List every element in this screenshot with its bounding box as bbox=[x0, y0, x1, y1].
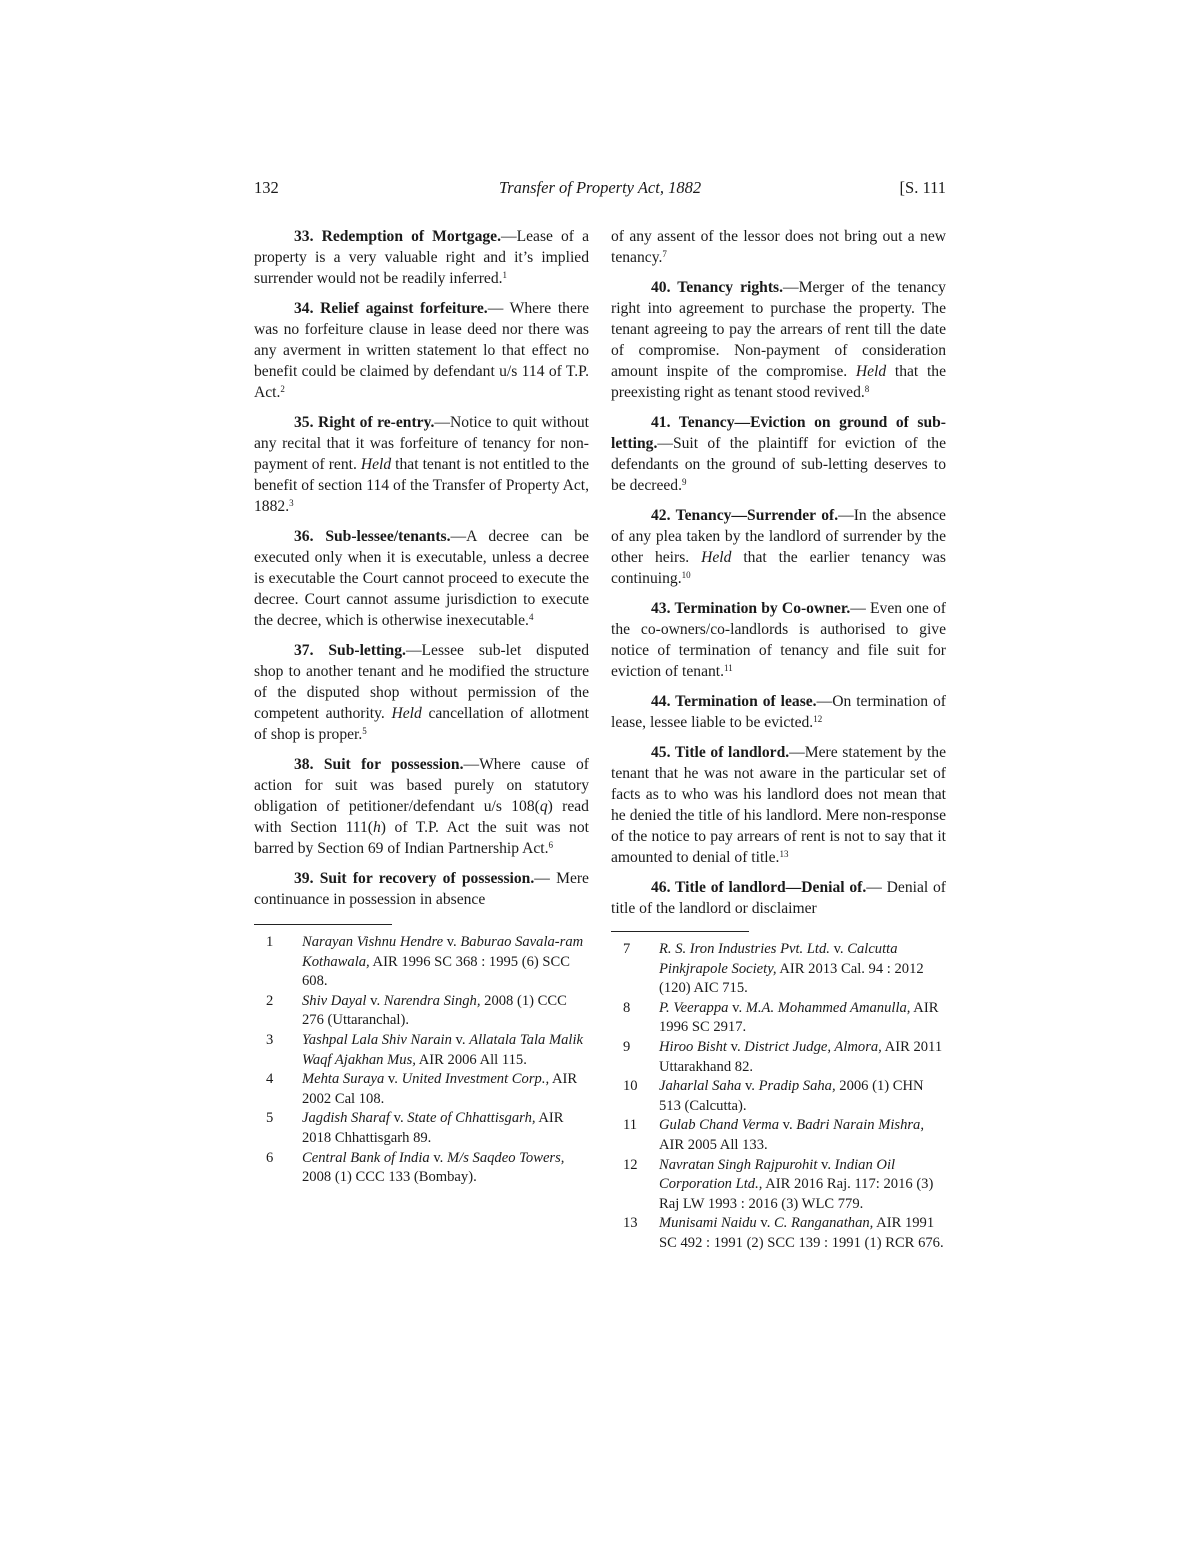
paragraph-35: 35. Right of re-entry.—Notice to quit without any recital that it was forfeiture of tenancy for non-payment of rent. Held that tenant is not entitled to the benefit of section 114 of the Transfer of Property Act, 1882.$^3$ bbox=[254, 414, 589, 515]
paragraph-37: 37. Sub-letting.—Lessee sub-let disputed shop to another tenant and he modified the structure of the disputed shop without permission of the competent authority. Held cancellation of allotment of shop is proper.$^5$ bbox=[254, 642, 589, 743]
right-column bbox=[611, 226, 946, 1254]
paragraph-46: 46. Title of landlord—Denial of.— Denial of title of the landlord or disclaimer bbox=[611, 879, 946, 917]
footnote: 5 Jagdish Sharaf v. State of Chhattisgarh, AIR 2018 Chhattisgarh 89. bbox=[266, 1110, 564, 1146]
paragraph-heading: 43. Termination by Co-owner. bbox=[651, 600, 851, 617]
footnote-ref: 12 bbox=[813, 714, 823, 724]
paragraph-36: 36. Sub-lessee/tenants.—A decree can be executed only when it is executable, unless a decree is executable the Court cannot proceed to execute the decree. Court cannot assume jurisdiction to execute the decree, which is otherwise inexecutable.$^4$ bbox=[254, 528, 589, 629]
footnote-ref: 2 bbox=[280, 384, 285, 394]
footnote-ref: 4 bbox=[528, 612, 534, 622]
footnote: 6 Central Bank of India v. M/s Saqdeo Towers, 2008 (1) CCC 133 (Bombay). bbox=[266, 1149, 565, 1186]
footnote-divider bbox=[254, 924, 392, 925]
paragraph-heading: 45. Title of landlord. bbox=[651, 744, 790, 761]
footnote: 7 R. S. Iron Industries Pvt. Ltd. v. Calcutta Pinkjrapole Society, AIR 2013 Cal. 94 : 2012 (120) AIC 715. bbox=[623, 941, 924, 997]
paragraph-heading: 42. Tenancy—Surrender of. bbox=[651, 507, 839, 524]
paragraph-40: 40. Tenancy rights.—Merger of the tenancy right into agreement to purchase the property. The tenant agreeing to pay the arrears of rent till the date of compromise. Non-payment of consideration amount inspite of the compromise. Held that the preexisting right as tenant stood revived.$^8$ bbox=[611, 279, 946, 401]
paragraph-45: 45. Title of landlord.—Mere statement by the tenant that he was not aware in the particular set of facts as to who was his landlord does not mean that he denied the title of his landlord. Mere non-response of the notice to pay arrears of rent is not to say that it amounted to denial of title.$^{13}$ bbox=[611, 744, 946, 866]
paragraph-heading: 36. Sub-lessee/tenants. bbox=[294, 528, 451, 545]
footnote: 11 Gulab Chand Verma v. Badri Narain Mishra, AIR 2005 All 133. bbox=[623, 1117, 925, 1153]
paragraph-heading: 39. Suit for recovery of possession. bbox=[294, 870, 535, 887]
footnote-ref: 6 bbox=[548, 840, 553, 850]
running-header bbox=[254, 178, 946, 202]
footnote: 10 Jaharlal Saha v. Pradip Saha, 2006 (1) CHN 513 (Calcutta). bbox=[623, 1078, 924, 1114]
footnote-ref: 7 bbox=[662, 249, 667, 259]
page-number: 132 bbox=[254, 178, 279, 197]
paragraph-43: 43. Termination by Co-owner.— Even one of the co-owners/co-landlords is authorised to give notice of termination of tenancy and file suit for eviction of tenant.$^{11}$ bbox=[611, 600, 946, 680]
paragraph-heading: 41. Tenancy—Eviction on ground of sub-letting. bbox=[611, 414, 947, 452]
paragraph-heading: 35. Right of re-entry. bbox=[294, 414, 435, 431]
footnote-divider bbox=[611, 931, 749, 932]
paragraph-heading: 37. Sub-letting. bbox=[294, 642, 406, 659]
running-title: Transfer of Property Act, 1882 bbox=[498, 178, 702, 197]
footnotes-left bbox=[254, 933, 589, 1188]
footnote-ref: 8 bbox=[864, 384, 870, 394]
footnote-ref: 1 bbox=[502, 270, 508, 280]
left-column bbox=[254, 226, 589, 1188]
footnote: 12 Navratan Singh Rajpurohit v. Indian Oil Corporation Ltd., AIR 2016 Raj. 117: 2016 (3) Raj LW 1993 : 2016 (3) WLC 779. bbox=[623, 1156, 934, 1212]
paragraph-39-continued: of any assent of the lessor does not bring out a new tenancy.$^7$ bbox=[611, 228, 946, 266]
footnote-ref: 11 bbox=[724, 663, 733, 673]
footnote-ref: 10 bbox=[681, 570, 691, 580]
footnote-ref: 13 bbox=[779, 849, 789, 859]
paragraph-38: 38. Suit for possession.—Where cause of action for suit was based purely on statutory obligation of petitioner/defendant u/s 108(q) read with Section 111(h) of T.P. Act the suit was not barred by Section 69 of Indian Partnership Act.$^6$ bbox=[254, 756, 589, 857]
paragraph-44: 44. Termination of lease.—On termination of lease, lessee liable to be evicted.$^{12}$ bbox=[611, 693, 947, 731]
paragraph-34: 34. Relief against forfeiture.— Where there was no forfeiture clause in lease deed nor there was any averment in written statement lo that effect no benefit could be claimed by defendant u/s 114 of T.P. Act.$^2$ bbox=[254, 300, 589, 401]
paragraph-heading: 44. Termination of lease. bbox=[651, 693, 817, 710]
footnote: 4 Mehta Suraya v. United Investment Corp., AIR 2002 Cal 108. bbox=[266, 1071, 578, 1107]
paragraph-heading: 33. Redemption of Mortgage. bbox=[294, 228, 501, 245]
paragraph-heading: 34. Relief against forfeiture. bbox=[294, 300, 488, 317]
footnote: 3 Yashpal Lala Shiv Narain v. Allatala Tala Malik Waqf Ajakhan Mus, AIR 2006 All 115. bbox=[266, 1031, 583, 1068]
paragraph-39: 39. Suit for recovery of possession.— Mere continuance in possession in absence bbox=[254, 870, 589, 908]
footnote-ref: 3 bbox=[289, 498, 294, 508]
footnote-ref: 5 bbox=[362, 726, 367, 736]
paragraph-33: 33. Redemption of Mortgage.—Lease of a property is a very valuable right and it’s implied surrender would not be readily inferred.$^1$ bbox=[254, 228, 589, 287]
paragraph-heading: 46. Title of landlord—Denial of. bbox=[651, 879, 867, 896]
paragraph-heading: 38. Suit for possession. bbox=[294, 756, 464, 773]
paragraph-41: 41. Tenancy—Eviction on ground of sub-letting.—Suit of the plaintiff for eviction of the defendants on the ground of sub-letting deserves to be decreed.$^9$ bbox=[611, 414, 947, 494]
paragraph-42: 42. Tenancy—Surrender of.—In the absence of any plea taken by the landlord of surrender by the other heirs. Held that the earlier tenancy was continuing.$^{10}$ bbox=[611, 507, 946, 587]
footnote: 8 P. Veerappa v. M.A. Mohammed Amanulla, AIR 1996 SC 2917. bbox=[623, 999, 939, 1036]
footnotes-right bbox=[611, 940, 946, 1254]
paragraph-heading: 40. Tenancy rights. bbox=[651, 279, 784, 296]
footnote-ref: 9 bbox=[682, 477, 687, 487]
section-reference: [S. 111 bbox=[899, 178, 946, 197]
footnote: 1 Narayan Vishnu Hendre v. Baburao Savala-ram Kothawala, AIR 1996 SC 368 : 1995 (6) SCC 608. bbox=[266, 934, 584, 990]
footnote: 9 Hiroo Bisht v. District Judge, Almora, AIR 2011 Uttarakhand 82. bbox=[623, 1038, 943, 1075]
footnote: 2 Shiv Dayal v. Narendra Singh, 2008 (1) CCC 276 (Uttaranchal). bbox=[266, 992, 567, 1029]
footnote: 13 Munisami Naidu v. C. Ranganathan, AIR 1991 SC 492 : 1991 (2) SCC 139 : 1991 (1) RCR 676. bbox=[623, 1215, 944, 1251]
